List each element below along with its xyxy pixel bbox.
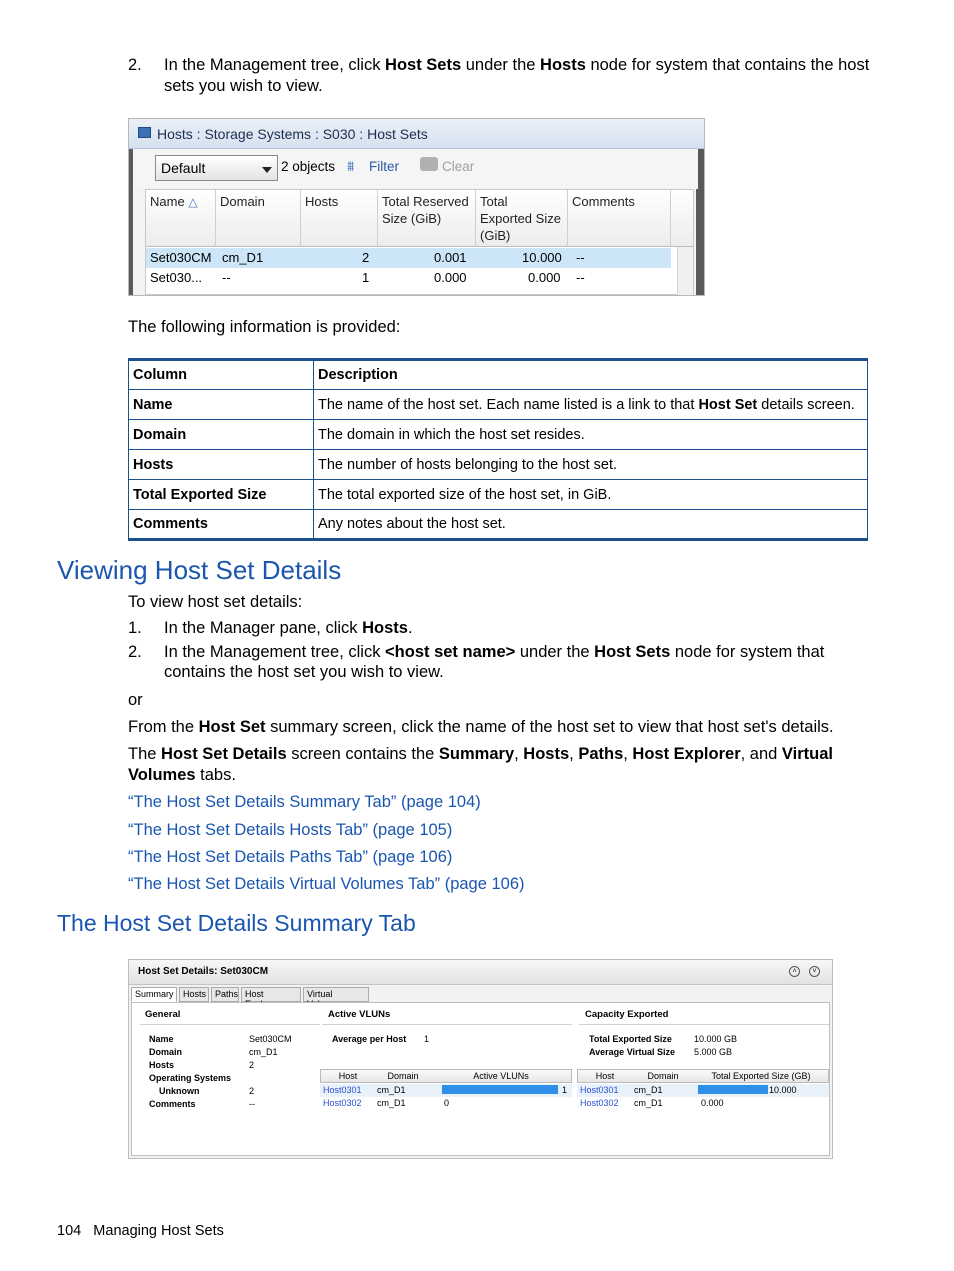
host-link[interactable]: Host0302 [323,1098,362,1108]
capacity-exported-heading: Capacity Exported [585,1009,669,1020]
table-row[interactable]: Set030... -- 1 0.000 0.000 -- [150,270,585,285]
table-row[interactable]: Host0302 cm_D1 0.000 [580,1098,724,1108]
tab-summary[interactable]: Summary [131,987,177,1002]
clear-button[interactable]: Clear [442,159,475,174]
host-link[interactable]: Host0301 [323,1085,362,1095]
host-link[interactable]: Host0302 [580,1098,619,1108]
filter-button[interactable]: Filter [369,159,399,174]
table-row: Name The name of the host set. Each name listed is a link to that Host Set details screen. [129,390,868,420]
link-summary-tab[interactable]: “The Host Set Details Summary Tab” (page 104) [128,793,481,811]
link-paths-tab[interactable]: “The Host Set Details Paths Tab” (page 106) [128,848,453,866]
tabs-description: The Host Set Details screen contains the Summary, Hosts, Paths, Host Explorer, and Virtual Volumes tabs. [128,745,833,784]
table-row: Hosts The number of hosts belonging to the host set. [129,450,868,480]
column-header-comments[interactable]: Comments [568,190,671,247]
from-summary-text: From the Host Set summary screen, click the name of the host set to view that host set's details. [128,718,834,736]
summary-panel: General Name Set030CM Domain cm_D1 Hosts 2 Operating Systems Unknown 2 Comments -- Active VLUNs Average per Host 1 Host Domain Active VLUNs Host0301 cm_D1 1 Host0302 cm_D1 0 Capacity Exported Total Exported Size 10.000 GB Average Virtual Size 5.000 GB Host Domain Total Exported Size (GB) Host0301 cm_D1 10.000 Host0302 cm_D1 0.000 [131,1002,830,1156]
tab-host-explorer[interactable]: Host [241,987,301,1002]
column-description-table [128,358,868,541]
table-row[interactable]: Set030CM cm_D1 2 0.001 10.000 -- [146,248,671,268]
tab-hosts[interactable]: Hosts [179,987,209,1002]
active-vluns-header: Host Domain Active VLUNs [320,1069,572,1083]
section-heading-viewing-host-set-details: Viewing Host Set Details [57,555,342,585]
capacity-exported-header: Host Domain Total Exported Size (GB) [577,1069,829,1083]
column-header-exported[interactable]: Total Exported Size (GiB) [476,190,568,247]
host-sets-grid [145,189,694,295]
sort-ascending-icon: △ [188,195,198,209]
link-virtual-volumes-tab[interactable]: “The Host Set Details Virtual Volumes Tab” (page 106) [128,875,525,893]
info-intro: The following information is provided: [128,318,401,336]
host-sets-icon [138,127,151,138]
window-title: Host Set Details: Set030CM [138,966,269,977]
page-footer [57,1223,224,1239]
title-bar [129,960,832,985]
vertical-scrollbar[interactable] [677,247,693,295]
general-heading: General [145,1009,181,1020]
filter-icon[interactable]: ⩩ [347,158,355,174]
table-row[interactable]: Host0301 cm_D1 10.000 [577,1084,829,1097]
toolbar [133,149,698,189]
collapse-icon[interactable]: ˄ [789,966,800,977]
exported-size-bar [698,1085,768,1094]
expand-icon[interactable]: ˅ [809,966,820,977]
page-number: 104 [57,1223,82,1239]
or-text: or [128,691,143,709]
table-row[interactable]: Host0301 cm_D1 1 [320,1084,572,1097]
chevron-down-icon [262,167,272,173]
title-bar [129,119,704,149]
table-row: Domain The domain in which the host set resides. [129,420,868,450]
footer-title: Managing Host Sets [93,1223,224,1239]
object-count: 2 objects [281,159,336,174]
section-intro: To view host set details: [128,593,303,611]
host-set-details-screenshot [128,959,833,1159]
table-row[interactable]: Host0302 cm_D1 0 [323,1098,450,1108]
table-header-row: Column Description [129,360,868,390]
table-row: Total Exported Size The total exported size of the host set, in GiB. [129,480,868,510]
tab-paths[interactable]: Paths [211,987,239,1002]
host-link[interactable]: Host0301 [580,1085,619,1095]
column-header-reserved[interactable]: Total Reserved Size (GiB) [378,190,476,247]
host-sets-screenshot [128,118,705,296]
window-title: Hosts : Storage Systems : S030 : Host Sets [157,126,428,142]
active-vluns-heading: Active VLUNs [328,1009,391,1020]
column-header-name[interactable]: Name △ [146,190,216,247]
tab-virtual-volumes[interactable]: Virtual [303,987,369,1002]
column-header-hosts[interactable]: Hosts [301,190,378,247]
column-header-domain[interactable]: Domain [216,190,301,247]
section-heading-summary-tab: The Host Set Details Summary Tab [57,910,416,936]
active-vluns-bar [442,1085,558,1094]
clear-icon[interactable] [420,157,438,171]
view-dropdown[interactable]: Default [155,155,278,181]
grid-header [146,190,693,247]
link-hosts-tab[interactable]: “The Host Set Details Hosts Tab” (page 105) [128,821,453,839]
table-row: Comments Any notes about the host set. [129,510,868,540]
